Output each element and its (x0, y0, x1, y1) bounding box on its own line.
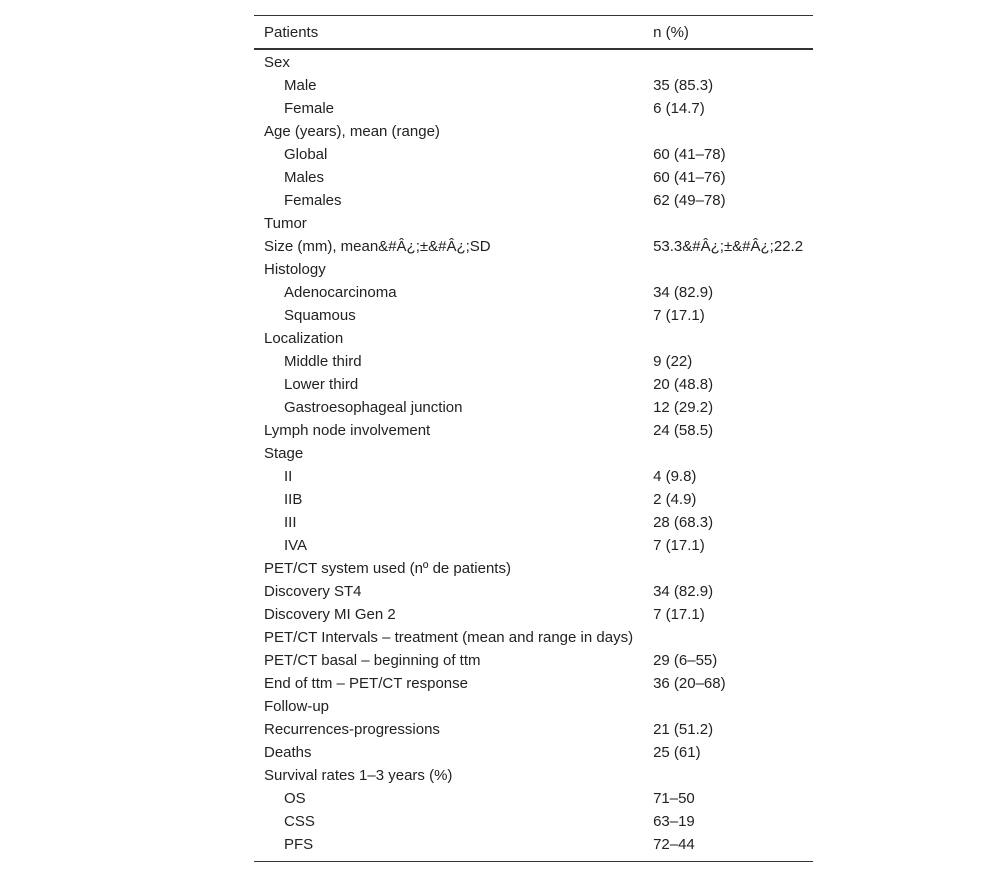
table-row (254, 580, 813, 603)
table-row (254, 120, 813, 143)
row-value (643, 557, 813, 580)
table-row (254, 833, 813, 862)
row-value: 60 (41–78) (653, 146, 726, 163)
table-row (254, 166, 813, 189)
table-row (254, 534, 813, 557)
row-value: 24 (58.5) (653, 422, 714, 439)
row-label: Follow-up (264, 698, 330, 715)
row-value (643, 258, 813, 281)
row-label: II (284, 468, 293, 485)
row-value: 25 (61) (653, 744, 701, 761)
row-label: Male (284, 77, 317, 94)
row-label: Females (284, 192, 342, 209)
row-value: 29 (6–55) (653, 652, 718, 669)
row-label: Tumor (264, 215, 307, 232)
table-row (254, 143, 813, 166)
row-value: 7 (17.1) (653, 307, 705, 324)
row-value: 53.3&#Â¿;±&#Â¿;22.2 (653, 238, 804, 255)
row-value (643, 626, 813, 649)
row-value: 62 (49–78) (653, 192, 726, 209)
row-label: IIB (284, 491, 303, 508)
row-value: 71–50 (653, 790, 695, 807)
table-row (254, 327, 813, 350)
column-header-n-percent: n (%) (653, 23, 689, 41)
row-label: Sex (264, 54, 290, 71)
row-label: IVA (284, 537, 308, 554)
row-label: Survival rates 1–3 years (%) (264, 767, 453, 784)
table-row (254, 741, 813, 764)
row-label: III (284, 514, 297, 531)
row-label: Global (284, 146, 328, 163)
table-row (254, 396, 813, 419)
table-row (254, 465, 813, 488)
row-value: 9 (22) (653, 353, 693, 370)
row-label: Lymph node involvement (264, 422, 431, 439)
table-row (254, 626, 813, 649)
table-row (254, 810, 813, 833)
table-row (254, 235, 813, 258)
row-label: CSS (284, 813, 315, 830)
row-label: End of ttm – PET/CT response (264, 675, 468, 692)
row-value: 12 (29.2) (653, 399, 714, 416)
table-body (254, 49, 813, 862)
row-label: Recurrences-progressions (264, 721, 440, 738)
row-label: Deaths (264, 744, 312, 761)
row-label: PET/CT basal – beginning of ttm (264, 652, 481, 669)
row-label: PET/CT Intervals – treatment (mean and range in days) (264, 629, 634, 646)
row-value: 63–19 (653, 813, 695, 830)
row-label: PET/CT system used (nº de patients) (264, 560, 511, 577)
row-value (643, 120, 813, 143)
row-label: Localization (264, 330, 344, 347)
table-row (254, 281, 813, 304)
header-row (254, 16, 813, 50)
table-row (254, 74, 813, 97)
row-value (643, 695, 813, 718)
row-value: 2 (4.9) (653, 491, 697, 508)
row-value: 6 (14.7) (653, 100, 705, 117)
row-value: 34 (82.9) (653, 284, 714, 301)
row-label: Adenocarcinoma (284, 284, 397, 301)
table-row (254, 672, 813, 695)
table-row (254, 649, 813, 672)
table-row (254, 419, 813, 442)
row-value: 4 (9.8) (653, 468, 697, 485)
table-row (254, 488, 813, 511)
row-value: 60 (41–76) (653, 169, 726, 186)
row-label: Female (284, 100, 335, 117)
row-label: Histology (264, 261, 326, 278)
row-value: 7 (17.1) (653, 537, 705, 554)
row-value (643, 442, 813, 465)
table-row (254, 718, 813, 741)
row-value: 28 (68.3) (653, 514, 714, 531)
patient-characteristics-table-container (254, 15, 804, 862)
table-row (254, 511, 813, 534)
table-row (254, 695, 813, 718)
row-value: 7 (17.1) (653, 606, 705, 623)
row-label: Discovery ST4 (264, 583, 362, 600)
row-value: 35 (85.3) (653, 77, 714, 94)
table-row (254, 97, 813, 120)
row-label: PFS (284, 836, 314, 853)
row-label: Middle third (284, 353, 362, 370)
row-label: Lower third (284, 376, 359, 393)
table-row (254, 787, 813, 810)
table-row (254, 764, 813, 787)
row-value (643, 212, 813, 235)
row-label: OS (284, 790, 306, 807)
row-value: 34 (82.9) (653, 583, 714, 600)
table-row (254, 442, 813, 465)
table-row (254, 557, 813, 580)
table-row (254, 603, 813, 626)
row-label: Size (mm), mean&#Â¿;±&#Â¿;SD (264, 238, 491, 255)
table-row (254, 350, 813, 373)
row-value: 72–44 (653, 836, 695, 853)
row-label: Squamous (284, 307, 356, 324)
table-row (254, 258, 813, 281)
row-value (643, 49, 813, 74)
column-header-patients: Patients (264, 23, 319, 41)
table-row (254, 373, 813, 396)
row-value (643, 764, 813, 787)
table-row (254, 212, 813, 235)
table-row (254, 49, 813, 74)
row-value: 20 (48.8) (653, 376, 714, 393)
row-label: Age (years), mean (range) (264, 123, 440, 140)
row-value: 36 (20–68) (653, 675, 726, 692)
table-row (254, 189, 813, 212)
row-label: Discovery MI Gen 2 (264, 606, 396, 623)
patient-characteristics-table (254, 15, 813, 862)
row-label: Stage (264, 445, 304, 462)
table-header (254, 16, 813, 50)
row-label: Gastroesophageal junction (284, 399, 463, 416)
row-value (643, 327, 813, 350)
table-row (254, 304, 813, 327)
row-label: Males (284, 169, 325, 186)
row-value: 21 (51.2) (653, 721, 714, 738)
